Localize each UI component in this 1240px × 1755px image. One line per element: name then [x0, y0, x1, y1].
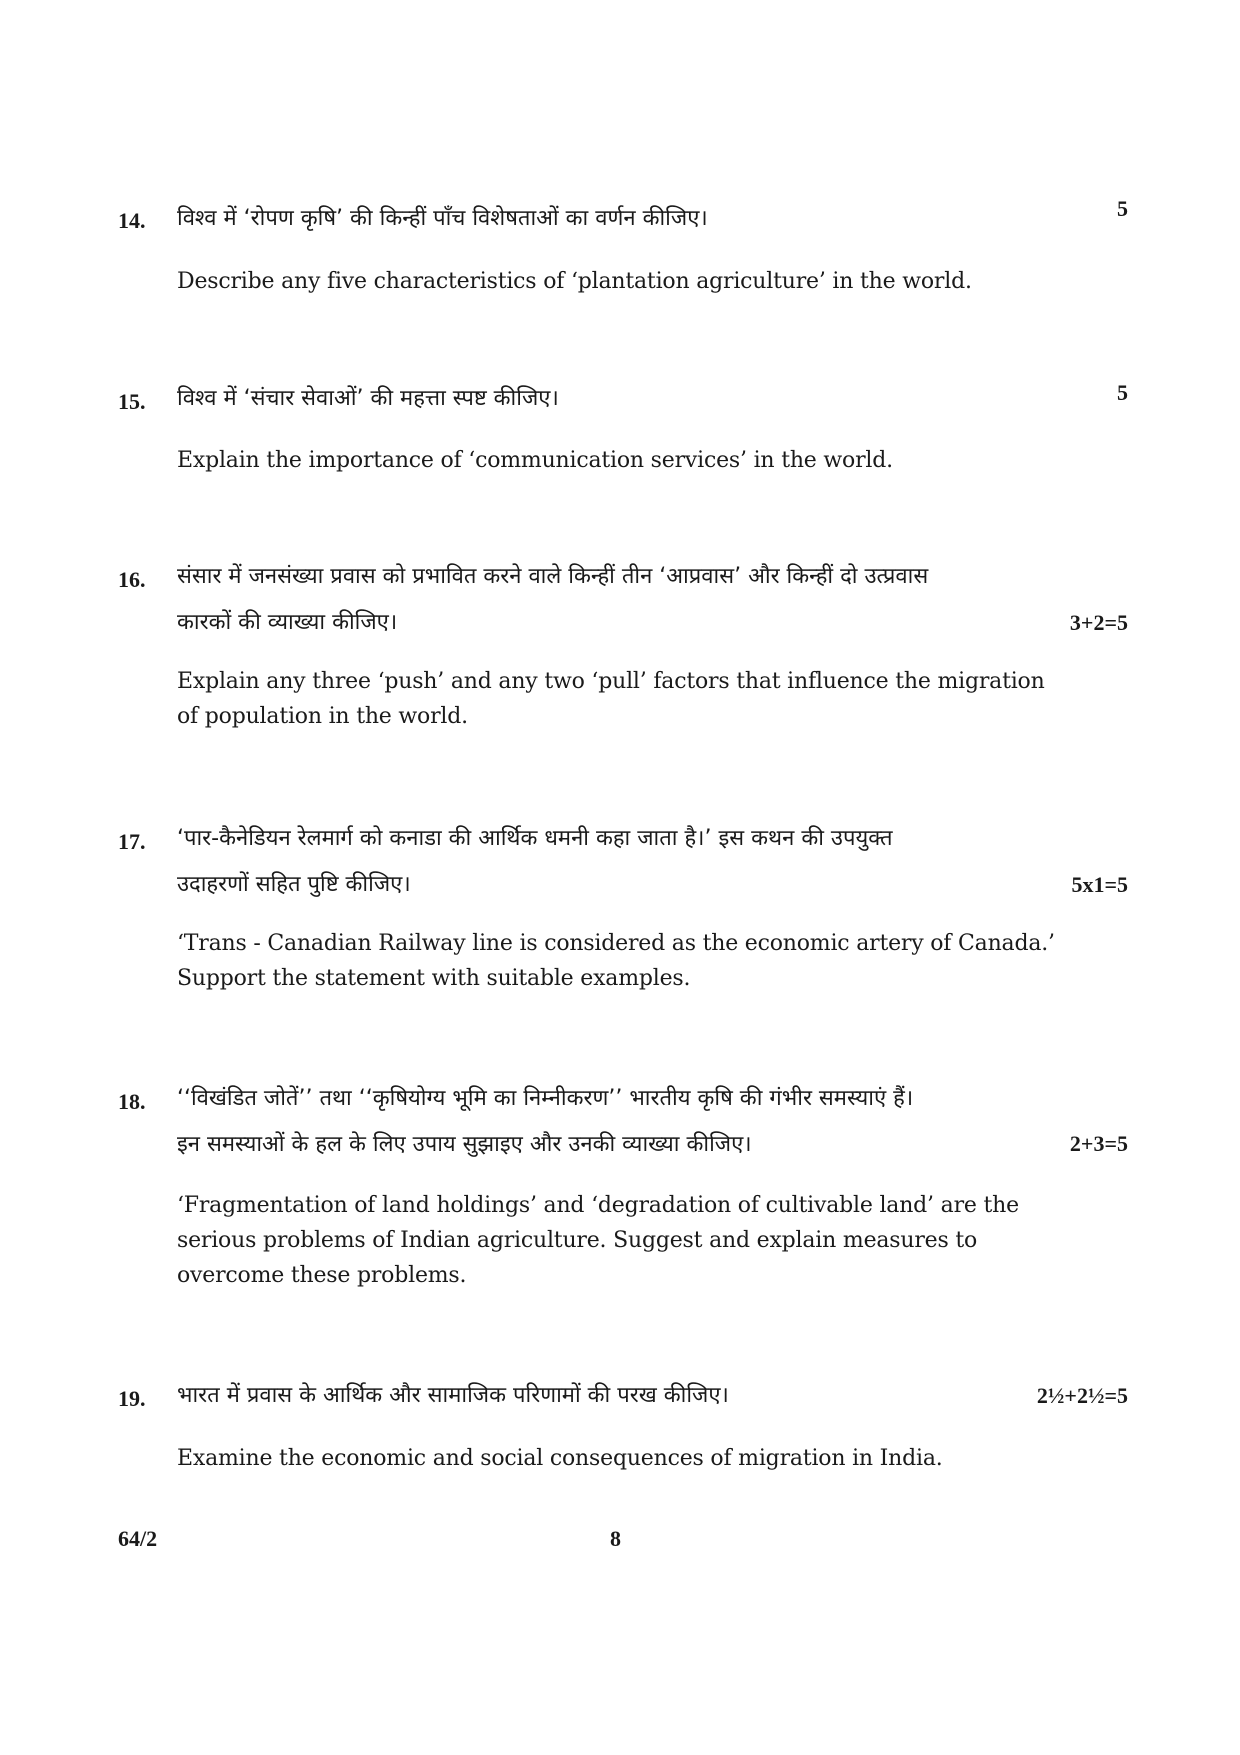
paper-code: 64/2	[118, 1526, 158, 1551]
hindi-line: उदाहरणों सहित पुष्टि कीजिए।	[177, 872, 411, 897]
question-english-text: Explain the importance of ‘communication services’ in the world.	[177, 448, 893, 473]
question-hindi-text	[177, 1373, 1077, 1419]
hindi-line: ‘‘विखंडित जोतें’’ तथा ‘‘कृषियोग्य भूमि का निम्नीकरण’’ भारतीय कृषि की गंभीर समस्याएं हैं।	[177, 1086, 914, 1111]
hindi-line: ‘पार-कैनेडियन रेलमार्ग को कनाडा की आर्थिक धमनी कहा जाता है।’ इस कथन की उपयुक्त	[177, 826, 893, 851]
question-english-text: Describe any five characteristics of ‘plantation agriculture’ in the world.	[177, 269, 972, 294]
hindi-line: कारकों की व्याख्या कीजिए।	[177, 610, 398, 635]
question-english-text: Explain any three ‘push’ and any two ‘pull’ factors that influence the migration of population in the world.	[177, 669, 1045, 729]
question-hindi-text	[177, 816, 1077, 908]
question-number: 14.	[118, 208, 146, 233]
question-english-text: Examine the economic and social consequences of migration in India.	[177, 1446, 943, 1471]
hindi-line: विश्व में ‘संचार सेवाओं’ की महत्ता स्पष्ट कीजिए।	[177, 386, 559, 411]
hindi-line: विश्व में ‘रोपण कृषि’ की किन्हीं पाँच विशेषताओं का वर्णन कीजिए।	[177, 206, 708, 231]
question-number: 15.	[118, 389, 146, 414]
question-hindi-text	[177, 196, 1077, 242]
question-hindi-text	[177, 376, 1077, 422]
marks-label: 2½+2½=5	[1036, 1383, 1128, 1408]
marks-label: 5x1=5	[1071, 872, 1128, 897]
marks-label: 5	[1117, 196, 1128, 221]
question-number: 18.	[118, 1089, 146, 1114]
question-english-text: ‘Fragmentation of land holdings’ and ‘degradation of cultivable land’ are the serious problems of Indian agriculture. Suggest and explain measures to overcome these problems.	[177, 1193, 1019, 1288]
marks-label: 2+3=5	[1069, 1131, 1128, 1156]
question-hindi-text	[177, 1076, 1077, 1168]
marks-label: 5	[1117, 380, 1128, 405]
hindi-line: भारत में प्रवास के आर्थिक और सामाजिक परिणामों की परख कीजिए।	[177, 1383, 729, 1408]
question-number: 19.	[118, 1386, 146, 1411]
hindi-line: संसार में जनसंख्या प्रवास को प्रभावित करने वाले किन्हीं तीन ‘आप्रवास’ और किन्हीं दो उत्प्रवास	[177, 564, 929, 589]
question-number: 17.	[118, 829, 146, 854]
hindi-line: इन समस्याओं के हल के लिए उपाय सुझाइए और उनकी व्याख्या कीजिए।	[177, 1132, 752, 1157]
question-number: 16.	[118, 567, 146, 592]
marks-label: 3+2=5	[1069, 610, 1128, 635]
page-number: 8	[610, 1526, 621, 1551]
question-english-text: ‘Trans - Canadian Railway line is considered as the economic artery of Canada.’ Support the statement with suitable examples.	[177, 931, 1055, 991]
question-hindi-text	[177, 554, 1077, 646]
